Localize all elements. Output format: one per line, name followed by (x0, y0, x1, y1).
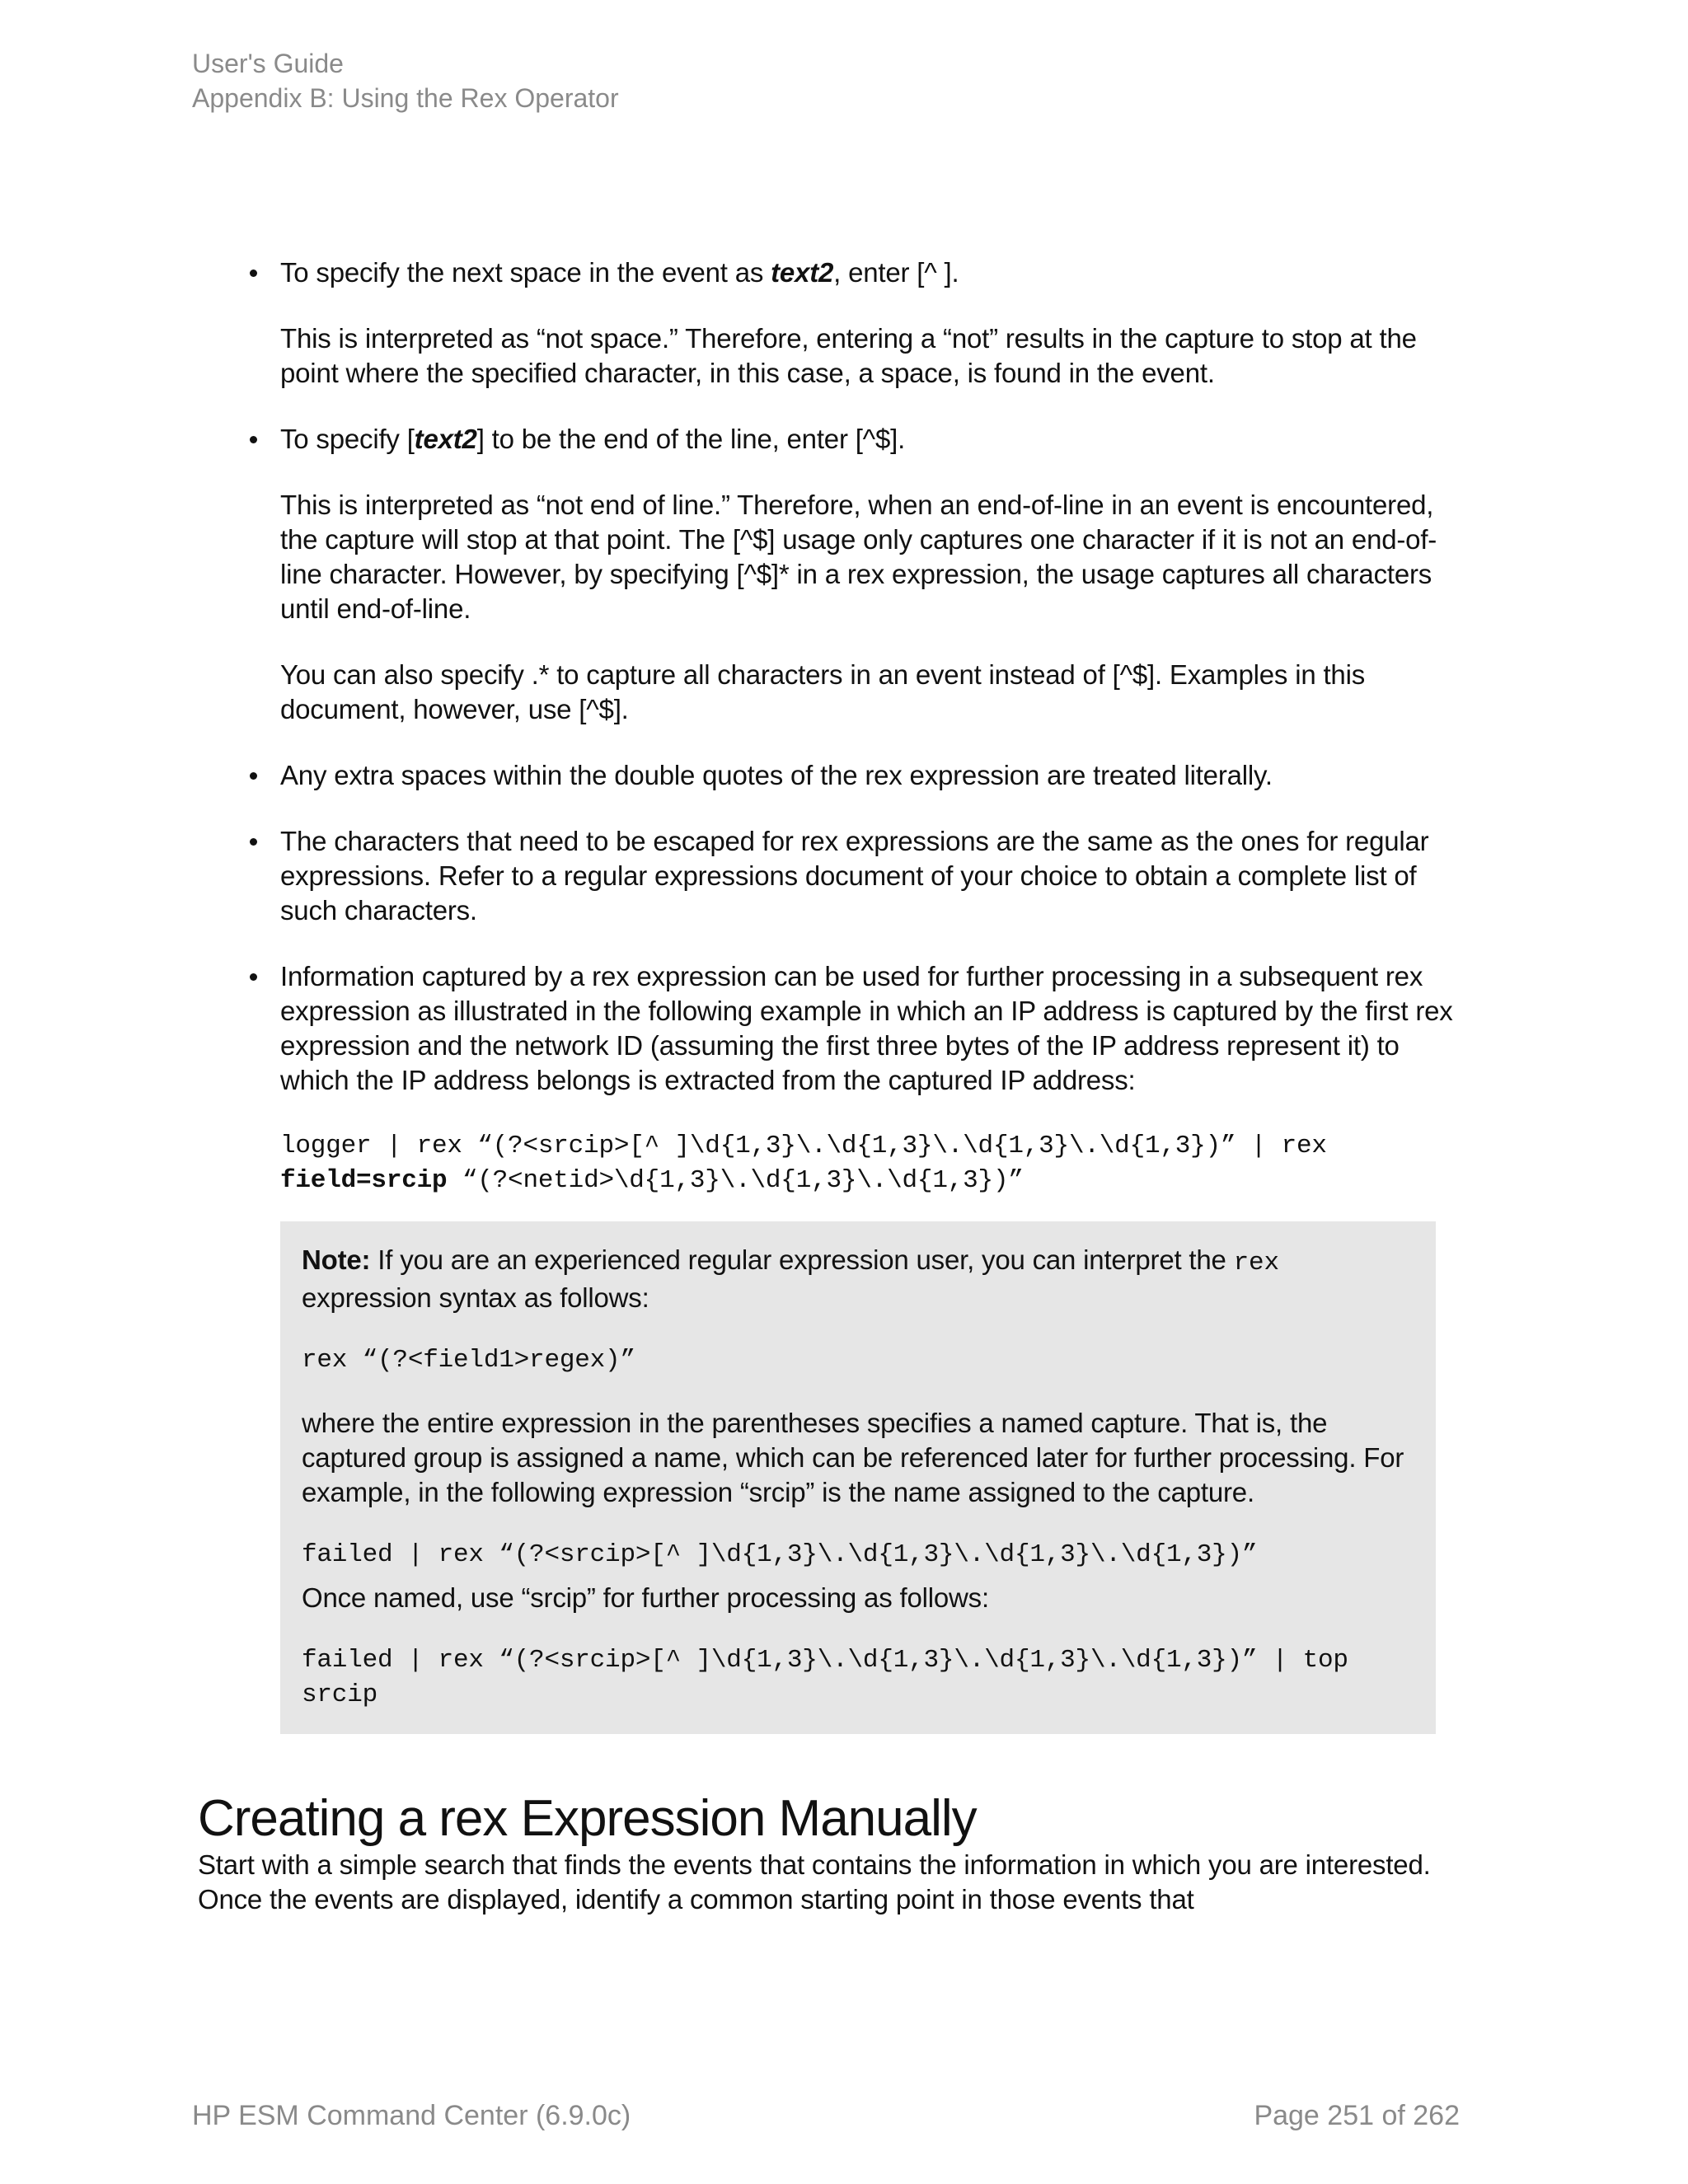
bullet-dot (250, 838, 257, 846)
note-box (280, 1221, 1436, 1734)
paragraph: where the entire expression in the parentheses specifies a named capture. That is, the captured group is assigned a name, which can be referenced later for further processing. For example, in the following expression “srcip” is the name assigned to the capture. (302, 1408, 1404, 1507)
bullet-item-text2-space: To specify the next space in the event as text2, enter [^ ]. (239, 255, 1459, 290)
paragraph: This is interpreted as “not space.” Therefore, entering a “not” results in the capture to stop at the point where the specified character, in this case, a space, is found in the event. (280, 323, 1417, 388)
code-line: logger | rex “(?<srcip>[^ ]\d{1,3}\.\d{1,3}\.\d{1,3}\.\d{1,3})” | rex (280, 1132, 1327, 1160)
note-intro: Note: If you are an experienced regular expression user, you can interpret the rex expression syntax as follows: (302, 1244, 1279, 1313)
bullet-item-extra-spaces: Any extra spaces within the double quotes of the rex expression are treated literally. (239, 758, 1459, 793)
note-label: Note: (302, 1244, 371, 1275)
bullet-dot (250, 436, 257, 443)
paragraph: You can also specify .* to capture all characters in an event instead of [^$]. Examples in this document, however, use [^$]. (280, 659, 1366, 724)
code-example (239, 1129, 1459, 1198)
section-heading: Creating a rex Expression Manually (198, 1790, 977, 1847)
bullet-item-escaped-characters: The characters that need to be escaped for rex expressions are the same as the ones for regular expressions. Refer to a regular expressions document of your choice to obtain a complete list of such characters. (239, 824, 1459, 928)
section (198, 1790, 1459, 1917)
code-example: failed | rex “(?<srcip>[^ ]\d{1,3}\.\d{1,3}\.\d{1,3}\.\d{1,3})” (302, 1540, 1258, 1569)
header-appendix-title: Appendix B: Using the Rex Operator (192, 83, 619, 113)
section-intro: Start with a simple search that finds the events that contains the information in which you are interested. Once the events are displayed, identify a common starting point in those events that (198, 1849, 1431, 1915)
bullet-dot (250, 973, 257, 981)
emphasis-text2: text2 (771, 257, 834, 288)
bullet-item-captured-information: Information captured by a rex expression can be used for further processing in a subsequent rex expression as illustrated in the following example in which an IP address is captured by the first rex expression and the network ID (assuming the first three bytes of the IP address represent it) to which the IP address belongs is extracted from the captured IP address: (239, 959, 1459, 1098)
paragraph: This is interpreted as “not end of line.” Therefore, when an end-of-line in an event is encountered, the capture will stop at that point. The [^$] usage only captures one character if it is not an end-of-line character. However, by specifying [^$]* in a rex expression, the usage captures all characters until end-of-line. (280, 490, 1437, 624)
bullet-item-text2-eol: To specify [text2] to be the end of the line, enter [^$]. (239, 422, 1459, 457)
code-example: failed | rex “(?<srcip>[^ ]\d{1,3}\.\d{1,3}\.\d{1,3}\.\d{1,3})” | top srcip (302, 1646, 1348, 1709)
page-content (198, 255, 1459, 1917)
footer-product: HP ESM Command Center (6.9.0c) (192, 2100, 631, 2131)
header-guide-title: User's Guide (192, 49, 344, 78)
code-example: rex “(?<field1>regex)” (302, 1346, 635, 1375)
code-line: field=srcip “(?<netid>\d{1,3}\.\d{1,3}\.\d{1,3})” (280, 1166, 1024, 1195)
running-header (192, 46, 619, 115)
bullet-dot (250, 269, 257, 277)
emphasis-text2: text2 (414, 424, 477, 454)
inline-code: rex (1233, 1249, 1279, 1277)
footer-page-number: Page 251 of 262 (1254, 2100, 1460, 2131)
bullet-dot (250, 772, 257, 780)
paragraph: Once named, use “srcip” for further processing as follows: (302, 1582, 989, 1613)
